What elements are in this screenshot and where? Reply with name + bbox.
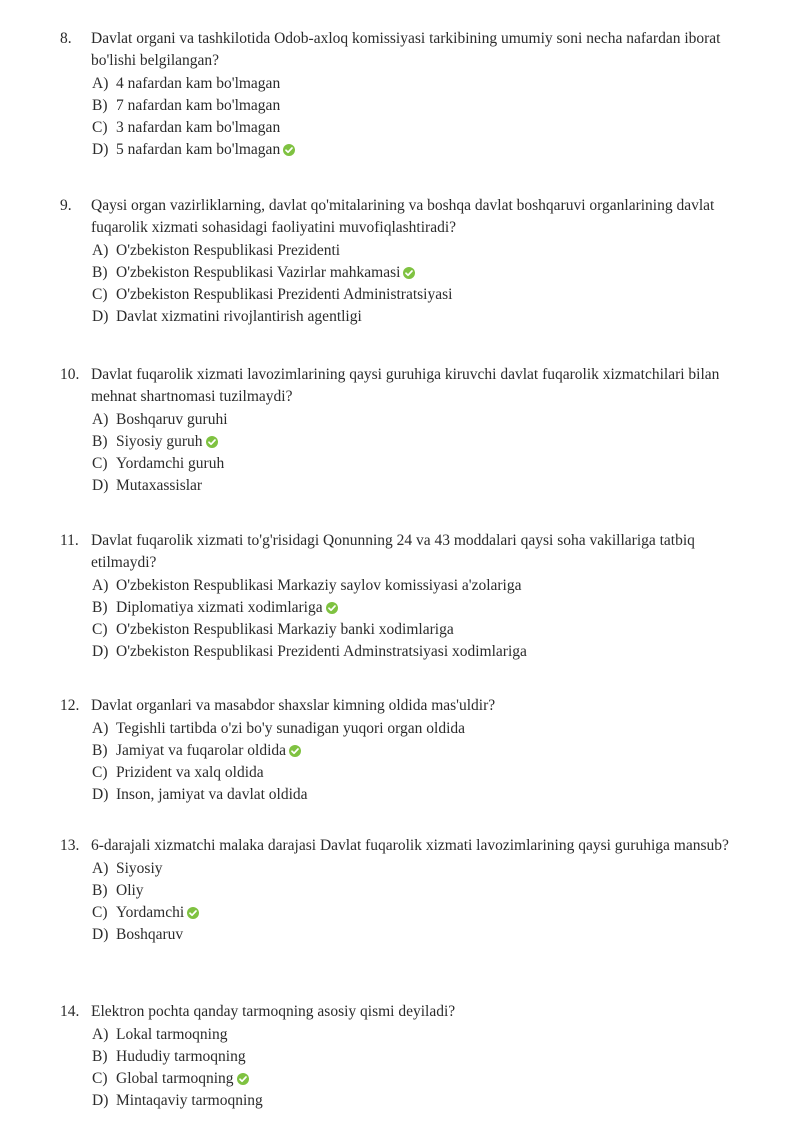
answer-option[interactable] [92,409,740,431]
option-letter: D) [92,643,109,660]
option-text: Tegishli tartibda o'zi bo'y sunadigan yuqori organ oldida [116,720,466,737]
option-letter: B) [92,1048,108,1065]
option-letter: A) [92,577,109,594]
answer-option[interactable] [92,1046,740,1068]
option-letter: D) [92,926,109,943]
option-text: O'zbekiston Respublikasi Prezidenti Adminstratsiyasi xodimlariga [116,643,527,660]
question-block [60,695,740,806]
option-letter: C) [92,764,108,781]
option-text: Mutaxassislar [116,477,203,494]
answer-option[interactable] [92,139,740,161]
option-text: Mintaqaviy tarmoqning [116,1092,263,1109]
answer-option[interactable] [92,284,740,306]
option-letter: A) [92,242,109,259]
answer-option[interactable] [92,117,740,139]
answer-option[interactable] [92,262,740,284]
question-block [60,195,740,328]
question-text [60,530,740,574]
question-body: 6-darajali xizmatchi malaka darajasi Davlat fuqarolik xizmati lavozimlarining qaysi guruhiga mansub? [91,837,729,854]
option-text: Prizident va xalq oldida [116,764,264,781]
option-text: O'zbekiston Respublikasi Vazirlar mahkamasi [116,264,401,281]
option-text: Boshqaruv guruhi [116,411,228,428]
option-letter: B) [92,264,108,281]
question-text [60,835,740,857]
option-text: Yordamchi guruh [116,455,225,472]
question-block [60,530,740,663]
option-letter: C) [92,1070,108,1087]
check-circle-icon [289,745,301,757]
option-letter: A) [92,411,109,428]
answer-option[interactable] [92,784,740,806]
answer-option[interactable] [92,1090,740,1112]
option-text: Oliy [116,882,144,899]
option-text: Boshqaruv [116,926,184,943]
answer-option[interactable] [92,924,740,946]
option-letter: D) [92,786,109,803]
option-letter: B) [92,599,108,616]
answer-option[interactable] [92,306,740,328]
answer-options [60,858,740,946]
answer-option[interactable] [92,619,740,641]
option-letter: B) [92,882,108,899]
answer-option[interactable] [92,641,740,663]
check-circle-icon [283,144,295,156]
option-letter: A) [92,860,109,877]
option-text: Siyosiy guruh [116,433,203,450]
question-body: Elektron pochta qanday tarmoqning asosiy qismi deyiladi? [91,1003,456,1020]
question-body: Davlat organlari va masabdor shaxslar kimning oldida mas'uldir? [91,697,496,714]
option-text: Siyosiy [116,860,163,877]
answer-option[interactable] [92,718,740,740]
option-letter: C) [92,904,108,921]
question-text [60,364,740,408]
option-letter: B) [92,433,108,450]
option-letter: A) [92,720,109,737]
check-circle-icon [237,1073,249,1085]
option-letter: D) [92,308,109,325]
option-letter: A) [92,75,109,92]
question-body: Davlat fuqarolik xizmati lavozimlarining qaysi guruhiga kiruvchi davlat fuqarolik xizmatchilari bilan mehnat shartnomasi tuzilmaydi? [91,366,720,405]
option-text: O'zbekiston Respublikasi Markaziy saylov komissiyasi a'zolariga [116,577,522,594]
answer-option[interactable] [92,95,740,117]
answer-options [60,409,740,497]
option-letter: D) [92,477,109,494]
question-block [60,28,740,161]
answer-options [60,1024,740,1112]
question-number: 8. [60,30,72,47]
option-letter: C) [92,286,108,303]
question-text [60,695,740,717]
option-text: Inson, jamiyat va davlat oldida [116,786,308,803]
question-text [60,1001,740,1023]
option-letter: C) [92,455,108,472]
option-text: Yordamchi [116,904,185,921]
option-text: O'zbekiston Respublikasi Prezidenti [116,242,341,259]
question-number: 14. [60,1003,80,1020]
question-body: Davlat organi va tashkilotida Odob-axloq komissiyasi tarkibining umumiy soni necha nafardan iborat bo'lishi belgilangan? [91,30,721,69]
answer-options [60,718,740,806]
answer-option[interactable] [92,762,740,784]
question-number: 10. [60,366,80,383]
option-text: Global tarmoqning [116,1070,234,1087]
option-text: Jamiyat va fuqarolar oldida [116,742,287,759]
question-number: 12. [60,697,80,714]
answer-option[interactable] [92,597,740,619]
check-circle-icon [403,267,415,279]
option-letter: B) [92,742,108,759]
question-block [60,364,740,497]
answer-options [60,73,740,161]
question-number: 11. [60,532,79,549]
option-letter: B) [92,97,108,114]
option-text: Hududiy tarmoqning [116,1048,246,1065]
question-number: 13. [60,837,80,854]
answer-option[interactable] [92,902,740,924]
option-letter: D) [92,141,109,158]
answer-option[interactable] [92,475,740,497]
answer-options [60,240,740,328]
option-letter: C) [92,119,108,136]
answer-option[interactable] [92,240,740,262]
answer-option[interactable] [92,431,740,453]
option-text: 4 nafardan kam bo'lmagan [116,75,281,92]
question-block [60,835,740,946]
answer-option[interactable] [92,1068,740,1090]
option-text: 5 nafardan kam bo'lmagan [116,141,281,158]
question-text [60,28,740,72]
question-number: 9. [60,197,72,214]
option-text: 3 nafardan kam bo'lmagan [116,119,281,136]
option-text: Diplomatiya xizmati xodimlariga [116,599,323,616]
question-body: Qaysi organ vazirliklarning, davlat qo'mitalarining va boshqa davlat boshqaruvi organlarining davlat fuqarolik xizmati sohasidagi faoliyatini muvofiqlashtiradi? [91,197,715,236]
option-text: Davlat xizmatini rivojlantirish agentligi [116,308,362,325]
question-text [60,195,740,239]
check-circle-icon [326,602,338,614]
answer-options [60,575,740,663]
check-circle-icon [187,907,199,919]
check-circle-icon [206,436,218,448]
answer-option[interactable] [92,1024,740,1046]
question-body: Davlat fuqarolik xizmati to'g'risidagi Qonunning 24 va 43 moddalari qaysi soha vakillariga tatbiq etilmaydi? [91,532,695,571]
option-text: O'zbekiston Respublikasi Markaziy banki xodimlariga [116,621,454,638]
answer-option[interactable] [92,740,740,762]
option-text: 7 nafardan kam bo'lmagan [116,97,281,114]
option-text: Lokal tarmoqning [116,1026,228,1043]
option-text: O'zbekiston Respublikasi Prezidenti Administratsiyasi [116,286,453,303]
question-block [60,1001,740,1112]
option-letter: C) [92,621,108,638]
answer-option[interactable] [92,858,740,880]
answer-option[interactable] [92,73,740,95]
option-letter: A) [92,1026,109,1043]
answer-option[interactable] [92,575,740,597]
answer-option[interactable] [92,453,740,475]
answer-option[interactable] [92,880,740,902]
option-letter: D) [92,1092,109,1109]
